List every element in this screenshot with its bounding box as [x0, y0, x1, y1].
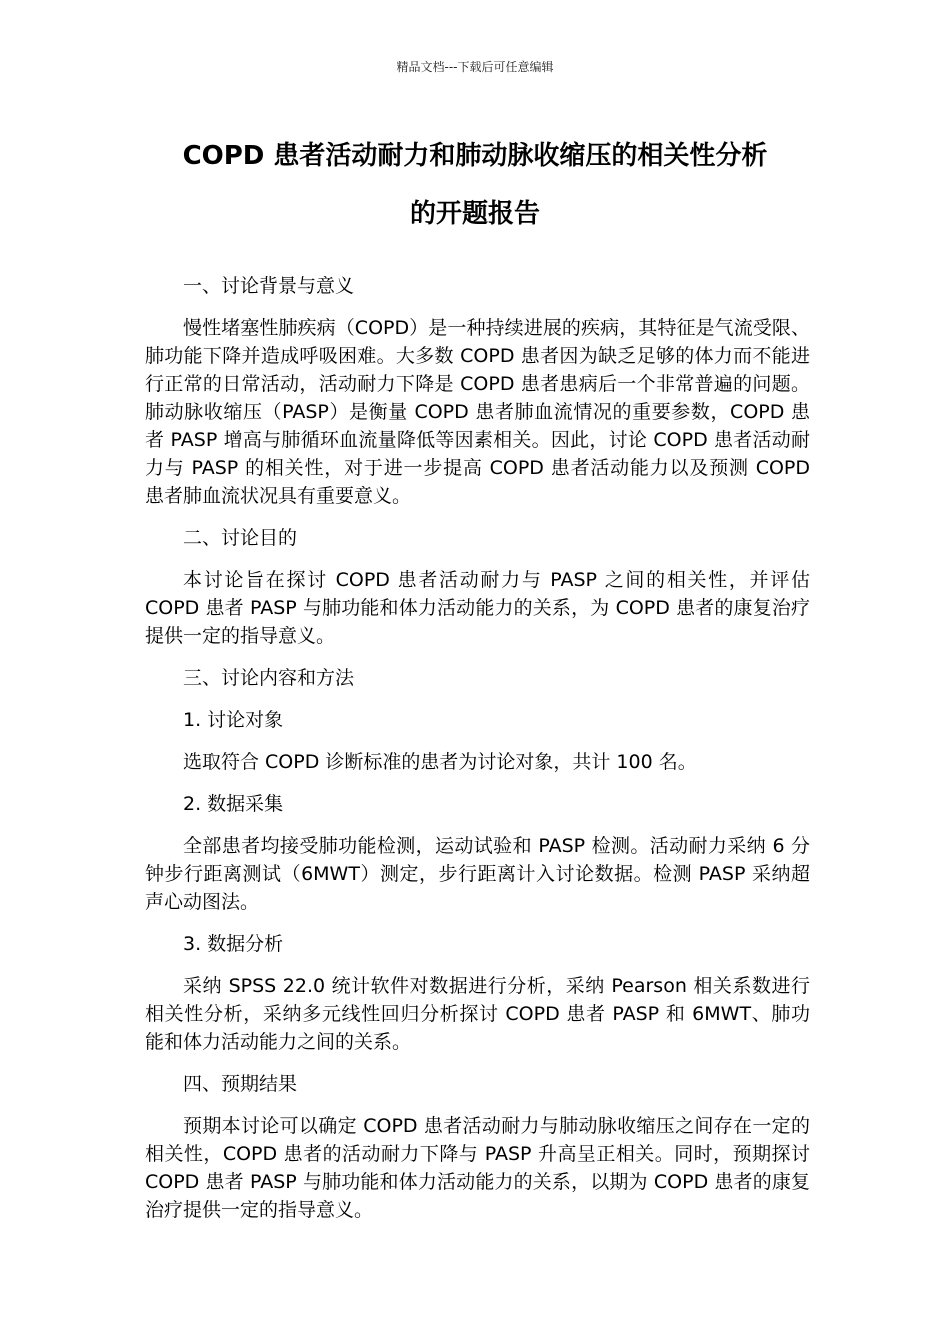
subsection-heading-subjects: 1. 讨论对象	[183, 709, 284, 731]
paragraph-collection: 全部患者均接受肺功能检测，运动试验和 PASP 检测。活动耐力采纳 6 分钟步行距离测试（6MWT）测定，步行距离计入讨论数据。检测 PASP 采纳超声心动图法。	[145, 835, 810, 913]
page-header-note: 精品文档---下载后可任意编辑	[396, 60, 554, 74]
document-title-line-2: 的开题报告	[409, 199, 540, 229]
section-heading-results: 四、预期结果	[183, 1073, 298, 1095]
section-heading-background: 一、讨论背景与意义	[183, 275, 355, 297]
document-body	[145, 272, 810, 1238]
section-heading-purpose: 二、讨论目的	[183, 527, 298, 549]
subsection-heading-analysis: 3. 数据分析	[183, 933, 284, 955]
paragraph-subjects: 选取符合 COPD 诊断标准的患者为讨论对象，共计 100 名。	[183, 751, 697, 773]
subsection-heading-collection: 2. 数据采集	[183, 793, 284, 815]
section-heading-methods: 三、讨论内容和方法	[183, 667, 355, 689]
paragraph-results: 预期本讨论可以确定 COPD 患者活动耐力与肺动脉收缩压之间存在一定的相关性，COPD 患者的活动耐力下降与 PASP 升高呈正相关。同时，预期探讨 COPD 患者 PASP 与肺功能和体力活动能力的关系，以期为 COPD 患者的康复治疗提供一定的指导意义。	[145, 1115, 810, 1221]
paragraph-purpose: 本讨论旨在探讨 COPD 患者活动耐力与 PASP 之间的相关性，并评估 COPD 患者 PASP 与肺功能和体力活动能力的关系，为 COPD 患者的康复治疗提供一定的指导意义。	[145, 569, 810, 647]
paragraph-background: 慢性堵塞性肺疾病（COPD）是一种持续进展的疾病，其特征是气流受限、肺功能下降并造成呼吸困难。大多数 COPD 患者因为缺乏足够的体力而不能进行正常的日常活动，活动耐力下降是 COPD 患者患病后一个非常普遍的问题。肺动脉收缩压（PASP）是衡量 COPD 患者肺血流情况的重要参数，COPD 患者 PASP 增高与肺循环血流量降低等因素相关。因此，讨论 COPD 患者活动耐力与 PASP 的相关性，对于进一步提高 COPD 患者活动能力以及预测 COPD 患者肺血流状况具有重要意义。	[145, 317, 810, 507]
paragraph-analysis: 采纳 SPSS 22.0 统计软件对数据进行分析，采纳 Pearson 相关系数进行相关性分析，采纳多元线性回归分析探讨 COPD 患者 PASP 和 6MWT、肺功能和体力活动能力之间的关系。	[145, 975, 810, 1053]
document-title-line-1: COPD 患者活动耐力和肺动脉收缩压的相关性分析	[182, 141, 768, 171]
